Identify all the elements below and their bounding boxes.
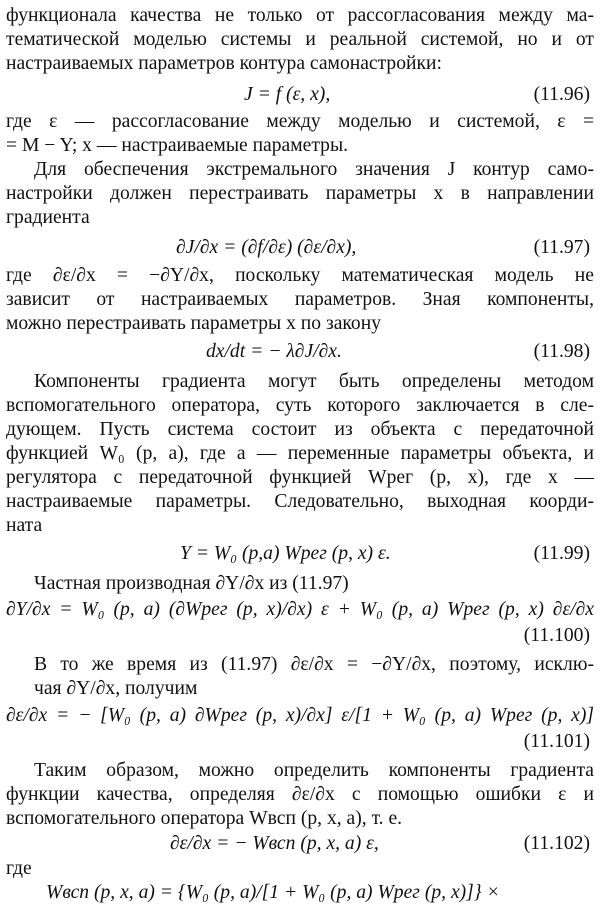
text-line: настраиваемых параметров контура самонастройки: bbox=[6, 53, 442, 74]
equation-formula: dx/dt = − λ∂J/∂x. bbox=[206, 341, 342, 362]
text-line: ната bbox=[6, 515, 43, 536]
text-line: регулятора с передаточной функцией Wрег (p, x), где x — bbox=[6, 467, 594, 488]
equation-number: (11.101) bbox=[523, 731, 590, 752]
equation-number: (11.102) bbox=[523, 833, 590, 854]
equation-11-101-formula: ∂ε/∂x = − [W₀ (p, a) ∂Wрег (p, x)/∂x] ε/[1 + W₀ (p, a) Wрег (p, x)] bbox=[6, 705, 594, 726]
equation-formula: ∂J/∂x = (∂f/∂ε) (∂ε/∂x), bbox=[176, 237, 357, 258]
text-line: Компоненты градиента могут быть определены методом bbox=[34, 371, 594, 392]
equation-number: (11.99) bbox=[533, 543, 590, 564]
text-line: Таким образом, можно определить компоненты градиента bbox=[34, 760, 594, 781]
text-line: функционала качества не только от рассогласования между ма- bbox=[6, 5, 594, 26]
text-line: вспомогательного оператора Wвсп (p, x, a), т. е. bbox=[6, 808, 403, 829]
text-line: где ε — рассогласование между моделью и системой, ε = bbox=[6, 111, 594, 132]
equation-number: (11.100) bbox=[523, 625, 590, 646]
text-line: настраиваемые параметры. Следовательно, выходная коорди- bbox=[6, 491, 594, 512]
equation-number: (11.98) bbox=[533, 341, 590, 362]
equation-number: (11.96) bbox=[533, 84, 590, 105]
text-line: настройки должен перестраивать параметры x в направлении bbox=[6, 183, 594, 204]
equation-formula: Y = W₀ (p,a) Wрег (p, x) ε. bbox=[180, 543, 391, 564]
text-line: градиента bbox=[6, 207, 90, 228]
text-line: тематической моделью системы и реальной системой, но и от bbox=[6, 29, 594, 50]
text-line: зависит от настраиваемых параметров. Зная компоненты, bbox=[6, 289, 594, 310]
text-line: дующем. Пусть система состоит из объекта с передаточной bbox=[6, 419, 594, 440]
text-line: можно перестраивать параметры x по закону bbox=[6, 313, 381, 334]
equation-formula: Wвсп (p, x, a) = {W₀ (p, a)/[1 + W₀ (p, a) Wрег (p, x)]} × bbox=[46, 882, 500, 903]
equation-wvsp-line1 bbox=[0, 881, 600, 905]
text-line: чая ∂Y/∂x, получим bbox=[34, 678, 198, 699]
text-line: = M − Y; x — настраиваемые параметры. bbox=[6, 135, 349, 156]
equation-formula: ∂ε/∂x = − Wвсп (p, x, a) ε, bbox=[170, 833, 379, 854]
equation-formula: J = f (ε, x), bbox=[244, 84, 331, 105]
text-line: В то же время из (11.97) ∂ε/∂x = −∂Y/∂x, поэтому, исклю- bbox=[34, 654, 594, 675]
text-line: Для обеспечения экстремального значения J контур само- bbox=[34, 159, 594, 180]
text-line: где ∂ε/∂x = −∂Y/∂x, поскольку математическая модель не bbox=[6, 265, 594, 286]
text-line: Частная производная ∂Y/∂x из (11.97) bbox=[34, 573, 349, 594]
text-line: функцией W₀ (p, a), где a — переменные параметры объекта, и bbox=[6, 443, 594, 464]
text-line: функции качества, определяя ∂ε/∂x с помощью ошибки ε и bbox=[6, 784, 594, 805]
equation-11-100-formula: ∂Y/∂x = W₀ (p, a) (∂Wрег (p, x)/∂x) ε + W₀ (p, a) Wрег (p, x) ∂ε/∂x bbox=[6, 599, 594, 620]
equation-number: (11.97) bbox=[533, 237, 590, 258]
text-line: где bbox=[6, 858, 32, 879]
text-line: вспомогательного оператора, суть которого заключается в сле- bbox=[6, 395, 594, 416]
